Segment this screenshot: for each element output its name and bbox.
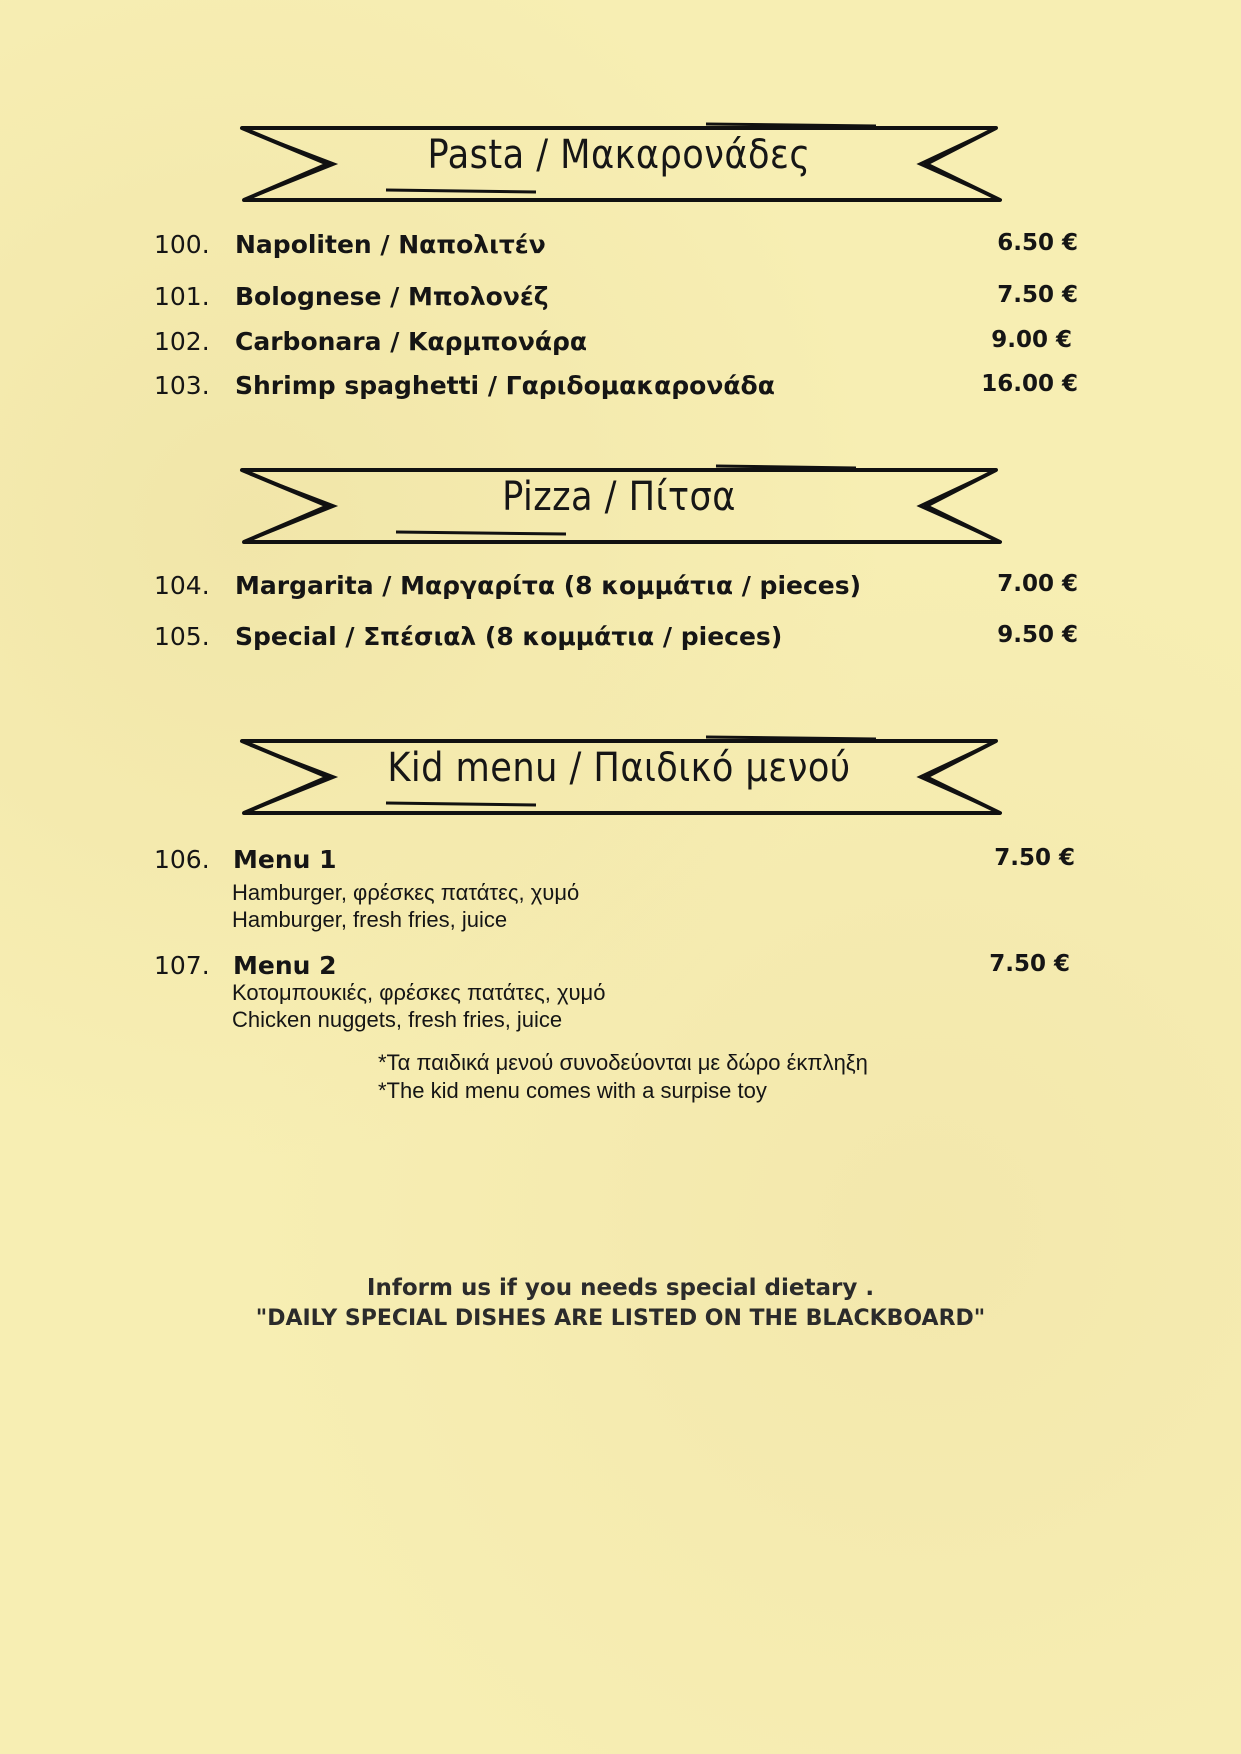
item-number: 105. [154, 622, 210, 651]
item-name: Napoliten / Ναπολιτέν [235, 230, 546, 259]
pasta-banner [236, 120, 1002, 204]
item-price: 7.50 € [994, 845, 1075, 871]
item-number: 107. [154, 951, 210, 980]
item-price: 9.00 € [991, 327, 1072, 353]
kid-menu-banner [236, 733, 1002, 817]
item-name: Carbonara / Καρμπονάρα [235, 327, 588, 356]
dietary-notice: Inform us if you needs special dietary . [366, 1275, 875, 1301]
description-greek: Hamburger, φρέσκες πατάτες, χυμό [232, 880, 580, 905]
item-price: 7.00 € [997, 571, 1078, 597]
item-number: 100. [154, 230, 210, 259]
item-description [232, 979, 605, 1033]
pizza-banner [236, 462, 1002, 546]
item-name: Special / Σπέσιαλ (8 κομμάτια / pieces) [235, 622, 783, 651]
item-price: 6.50 € [997, 230, 1078, 256]
item-description [232, 879, 579, 933]
item-name: Bolognese / Μπολονέζ [235, 282, 549, 311]
menu-item-104 [154, 571, 1078, 611]
item-name: Menu 2 [233, 951, 337, 980]
section-title-pasta: Pasta / Μακαρονάδες [427, 132, 811, 178]
item-price: 7.50 € [997, 282, 1078, 308]
note-greek: *Τα παιδικά μενού συνοδεύονται με δώρο έκπληξη [378, 1050, 868, 1075]
menu-item-102 [154, 327, 1078, 367]
section-title-pizza: Pizza / Πίτσα [502, 474, 736, 520]
note-english: *The kid menu comes with a surpise toy [378, 1078, 767, 1103]
kid-menu-note [378, 1049, 868, 1105]
menu-item-105 [154, 622, 1078, 662]
section-title-kid-menu: Kid menu / Παιδικό μενού [387, 745, 851, 791]
menu-item-100 [154, 230, 1078, 270]
daily-specials-notice: "DAILY SPECIAL DISHES ARE LISTED ON THE BLACKBOARD" [255, 1306, 986, 1331]
item-name: Margarita / Μαργαρίτα (8 κομμάτια / pieces) [235, 571, 862, 600]
description-english: Chicken nuggets, fresh fries, juice [232, 1007, 563, 1032]
description-english: Hamburger, fresh fries, juice [232, 907, 508, 932]
item-name: Shrimp spaghetti / Γαριδομακαρονάδα [235, 371, 775, 400]
menu-item-101 [154, 282, 1078, 322]
item-name: Menu 1 [233, 845, 337, 874]
item-price: 9.50 € [997, 622, 1078, 648]
menu-item-103 [154, 371, 1078, 411]
item-number: 101. [154, 282, 210, 311]
item-number: 102. [154, 327, 210, 356]
item-price: 16.00 € [981, 371, 1078, 397]
item-number: 106. [154, 845, 210, 874]
item-number: 104. [154, 571, 210, 600]
item-price: 7.50 € [989, 951, 1070, 977]
item-number: 103. [154, 371, 210, 400]
description-greek: Κοτομπουκιές, φρέσκες πατάτες, χυμό [232, 980, 606, 1005]
